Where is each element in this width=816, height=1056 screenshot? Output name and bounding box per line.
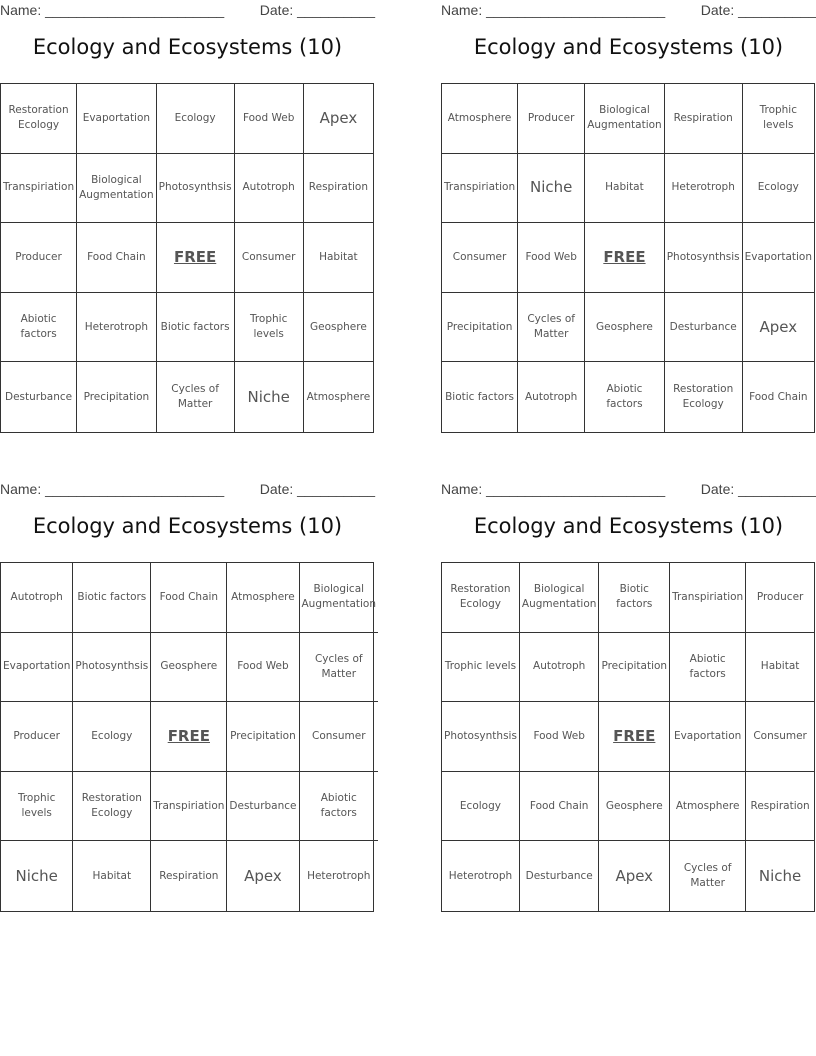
bingo-cell: Cycles of Matter [518,293,585,363]
bingo-cell: Atmosphere [442,84,518,154]
bingo-cell: Precipitation [227,702,299,772]
free-space-cell: FREE [585,223,665,293]
bingo-cell: Photosynthsis [157,154,235,224]
bingo-card [0,0,375,411]
bingo-cell: Habitat [304,223,373,293]
name-date-line [0,479,375,501]
bingo-cell: Niche [1,841,73,911]
bingo-cell: Habitat [746,633,814,703]
bingo-grid [441,83,815,433]
bingo-cell: Ecology [442,772,520,842]
bingo-cell: Consumer [300,702,379,772]
bingo-cell: Respiration [746,772,814,842]
bingo-grid [441,562,815,912]
bingo-cell: Autotroph [235,154,304,224]
free-space-cell: FREE [157,223,235,293]
bingo-cell: Producer [1,223,77,293]
bingo-cell: Biological Augmentation [300,563,379,633]
bingo-cell: Food Chain [520,772,600,842]
bingo-cell: Desturbance [520,841,600,911]
date-field: Date: __________ [259,2,375,18]
bingo-cell: Desturbance [1,362,77,432]
date-field: Date: __________ [700,2,816,18]
bingo-cell: Photosynthsis [665,223,743,293]
bingo-cell: Evaportation [77,84,157,154]
bingo-cell: Precipitation [599,633,670,703]
bingo-cell: Geosphere [151,633,227,703]
bingo-cell: Apex [599,841,670,911]
bingo-cell: Consumer [235,223,304,293]
bingo-cell: Apex [227,841,299,911]
bingo-cell: Biological Augmentation [585,84,665,154]
name-field: Name: _______________________ [441,481,666,497]
card-title: Ecology and Ecosystems (10) [473,35,784,59]
bingo-cell: Restoration Ecology [442,563,520,633]
bingo-card [0,479,377,885]
name-date-line [0,0,375,22]
bingo-cell: Cycles of Matter [157,362,235,432]
bingo-cell: Photosynthsis [73,633,151,703]
bingo-cell: Transpiriation [442,154,518,224]
bingo-cell: Transpiriation [151,772,227,842]
bingo-cell: Abiotic factors [585,362,665,432]
bingo-cell: Autotroph [1,563,73,633]
date-field: Date: __________ [259,481,375,497]
bingo-cell: Abiotic factors [1,293,77,363]
bingo-cell: Restoration Ecology [1,84,77,154]
bingo-cell: Biological Augmentation [77,154,157,224]
bingo-cell: Atmosphere [227,563,299,633]
bingo-cell: Heterotroph [442,841,520,911]
bingo-cell: Biotic factors [599,563,670,633]
bingo-cell: Photosynthsis [442,702,520,772]
free-space-cell: FREE [599,702,670,772]
bingo-cell: Transpiriation [1,154,77,224]
bingo-cell: Producer [1,702,73,772]
bingo-cell: Food Web [235,84,304,154]
bingo-grid [0,83,374,433]
bingo-cell: Geosphere [599,772,670,842]
bingo-cell: Habitat [73,841,151,911]
bingo-cell: Food Chain [151,563,227,633]
bingo-cell: Cycles of Matter [300,633,379,703]
bingo-cell: Atmosphere [670,772,746,842]
bingo-card [441,479,816,890]
bingo-cell: Consumer [442,223,518,293]
bingo-cell: Food Web [520,702,600,772]
name-field: Name: _______________________ [441,2,666,18]
bingo-cell: Habitat [585,154,665,224]
name-date-line [441,479,816,501]
bingo-cell: Geosphere [304,293,373,363]
bingo-cell: Cycles of Matter [670,841,746,911]
date-field: Date: __________ [700,481,816,497]
bingo-cell: Desturbance [665,293,743,363]
bingo-cell: Geosphere [585,293,665,363]
bingo-cell: Consumer [746,702,814,772]
bingo-cell: Trophic levels [1,772,73,842]
bingo-cell: Evaportation [1,633,73,703]
bingo-cell: Respiration [151,841,227,911]
bingo-cell: Abiotic factors [670,633,746,703]
bingo-cell: Apex [743,293,814,363]
bingo-cell: Restoration Ecology [665,362,743,432]
bingo-cell: Niche [235,362,304,432]
bingo-cell: Heterotroph [665,154,743,224]
bingo-cell: Ecology [73,702,151,772]
bingo-cell: Trophic levels [235,293,304,363]
bingo-cell: Biotic factors [157,293,235,363]
name-field: Name: _______________________ [0,2,225,18]
bingo-cell: Niche [758,866,802,885]
bingo-cell: Biotic factors [442,362,518,432]
name-date-line [441,0,816,22]
card-title: Ecology and Ecosystems (10) [473,514,784,538]
bingo-cell: Respiration [304,154,373,224]
bingo-cell: Evaportation [670,702,746,772]
bingo-cell: Heterotroph [77,293,157,363]
bingo-cell: Desturbance [227,772,299,842]
bingo-cell: Evaportation [743,223,814,293]
bingo-cell: Respiration [665,84,743,154]
bingo-cell: Abiotic factors [300,772,379,842]
bingo-cell: Trophic levels [743,84,814,154]
bingo-grid [0,562,377,912]
bingo-cell: Food Web [518,223,585,293]
bingo-cell: Ecology [743,154,814,224]
card-title: Ecology and Ecosystems (10) [32,35,343,59]
bingo-cell: Transpiriation [670,563,746,633]
free-space-cell: FREE [151,702,227,772]
bingo-cell: Producer [518,84,585,154]
bingo-cell: Producer [746,563,814,633]
card-title: Ecology and Ecosystems (10) [32,514,343,538]
bingo-cell: Niche [518,154,585,224]
bingo-cell: Apex [304,84,373,154]
bingo-cell: Precipitation [77,362,157,432]
bingo-cell: Biological Augmentation [520,563,600,633]
bingo-cell: Food Web [227,633,299,703]
bingo-cell: Ecology [157,84,235,154]
bingo-cell: Biotic factors [73,563,151,633]
bingo-cell: Autotroph [518,362,585,432]
bingo-cell: Precipitation [442,293,518,363]
name-field: Name: _______________________ [0,481,225,497]
bingo-cell: Food Chain [749,390,808,403]
bingo-cell: Restoration Ecology [73,772,151,842]
bingo-card [441,0,816,411]
bingo-cell: Autotroph [520,633,600,703]
bingo-cell: Atmosphere [306,390,371,403]
bingo-cell: Heterotroph [307,869,371,882]
bingo-cell: Food Chain [77,223,157,293]
bingo-cell: Trophic levels [442,633,520,703]
